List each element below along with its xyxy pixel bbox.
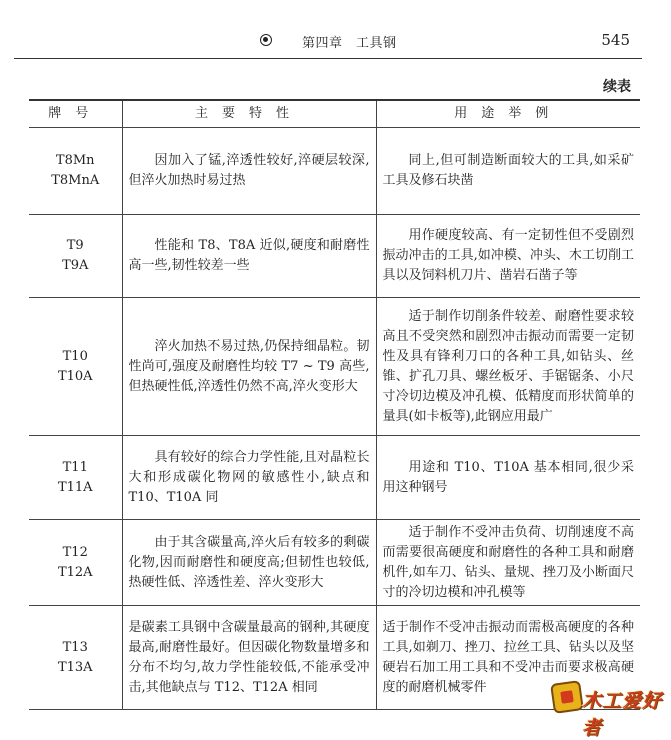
grade-name: T10 xyxy=(62,348,88,364)
table-row xyxy=(29,128,640,215)
column-header-properties: 主要特性 xyxy=(122,100,376,128)
grade-name: T13 xyxy=(62,639,88,655)
page-header xyxy=(14,30,642,58)
table-row xyxy=(29,215,640,298)
column-header-uses: 用途举例 xyxy=(376,100,640,128)
header-rule xyxy=(14,58,642,59)
properties-cell: 性能和 T8、T8A 近似,硬度和耐磨性高一些,韧性较差一些 xyxy=(122,215,376,298)
logo-icon xyxy=(550,680,584,714)
grade-name: T11A xyxy=(57,479,93,495)
grade-name: T11 xyxy=(62,459,88,475)
continued-label: 续表 xyxy=(603,79,631,95)
uses-cell: 适于制作切削条件较差、耐磨性要求较高且不受突然和剧烈冲击振动而需要一定韧性及具有锋利刀口的各种工具,如钻头、丝锥、扩孔刀具、螺丝板牙、手锯锯条、小尺寸冷切边模及冲孔模、低精度而形状简单的量具(如卡板等),此钢应用最广 xyxy=(376,298,640,436)
uses-cell: 用途和 T10、T10A 基本相同,很少采用这种钢号 xyxy=(376,436,640,520)
properties-cell: 由于其含碳量高,淬火后有较多的剩碳化物,因而耐磨性和硬度高;但韧性也较低,热硬性低、淬透性差、淬火变形大 xyxy=(122,520,376,606)
grade-name: T8MnA xyxy=(51,173,100,188)
table-row xyxy=(29,436,640,520)
table-row xyxy=(29,606,640,710)
grade-name: T8Mn xyxy=(55,153,95,168)
uses-cell: 用作硬度较高、有一定韧性但不受剧烈振动冲击的工具,如冲模、冲头、木工切削工具以及饲料机刀片、凿岩石凿子等 xyxy=(376,215,640,298)
grade-cell xyxy=(29,606,122,710)
uses-cell: 适于制作不受冲击负荷、切削速度不高而需要很高硬度和耐磨性的各种工具和耐磨机件,如车刀、钻头、量规、挫刀及小断面尺寸的冷切边模和冲孔模等 xyxy=(376,520,640,606)
grade-cell xyxy=(29,215,122,298)
page-number: 545 xyxy=(601,31,630,49)
uses-cell: 适于制作不受冲击振动而需极高硬度的各种工具,如剃刀、挫刀、拉丝工具、钻头以及坚硬岩石加工用工具和不受冲击而要求极高硬度的耐磨机械零件 xyxy=(376,606,640,710)
table-header-row xyxy=(29,100,640,128)
grade-cell xyxy=(29,298,122,436)
properties-cell: 淬火加热不易过热,仍保持细晶粒。韧性尚可,强度及耐磨性均较 T7 ~ T9 高些,但热硬性低,淬透性仍然不高,淬火变形大 xyxy=(122,298,376,436)
grade-name: T12A xyxy=(57,564,93,580)
properties-cell: 是碳素工具钢中含碳量最高的钢种,其硬度最高,耐磨性最好。但因碳化物数量增多和分布不均匀,故力学性能较低,不能承受冲击,其他缺点与 T12、T12A 相同 xyxy=(122,606,376,710)
grade-name: T13A xyxy=(57,659,93,675)
grade-cell xyxy=(29,128,122,215)
uses-cell: 同上,但可制造断面较大的工具,如采矿工具及修石块凿 xyxy=(376,128,640,215)
table-row xyxy=(29,298,640,436)
bullet-icon xyxy=(260,34,272,46)
grade-name: T10A xyxy=(57,368,93,384)
grade-cell xyxy=(29,436,122,520)
grade-name: T12 xyxy=(62,544,88,560)
steel-grade-table xyxy=(29,99,640,710)
watermark-text: 木工爱好者 xyxy=(582,690,663,739)
properties-cell: 具有较好的综合力学性能,且对晶粒长大和形成碳化物网的敏感性小,缺点和 T10、T10A 同 xyxy=(122,436,376,520)
grade-cell xyxy=(29,520,122,606)
grade-name: T9 xyxy=(66,238,84,253)
grade-name: T9A xyxy=(62,258,89,273)
table-row xyxy=(29,520,640,606)
watermark-logo xyxy=(552,680,664,739)
chapter-title: 第四章 工具钢 xyxy=(302,36,397,51)
properties-cell: 因加入了锰,淬透性较好,淬硬层较深,但淬火加热时易过热 xyxy=(122,128,376,215)
column-header-grade: 牌号 xyxy=(29,100,122,128)
